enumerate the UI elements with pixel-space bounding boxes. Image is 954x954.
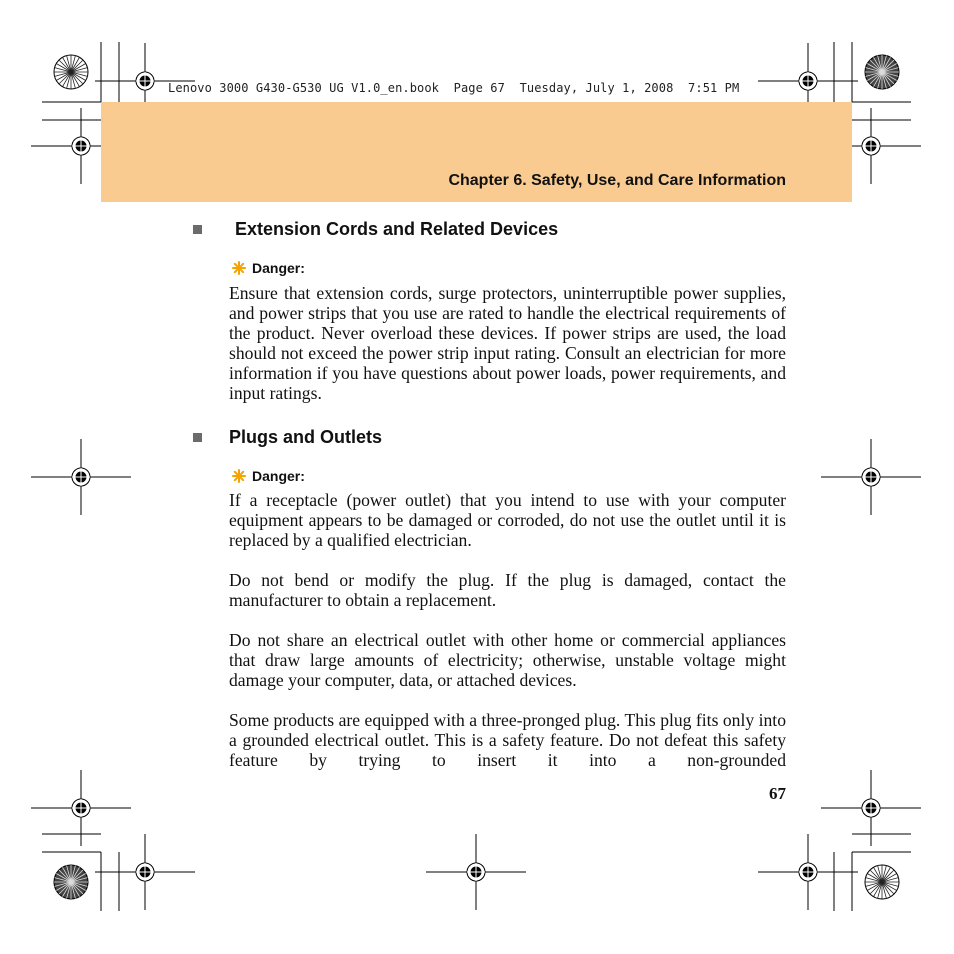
registration-crosshair-icon bbox=[31, 770, 131, 846]
registration-crosshair-icon bbox=[95, 834, 195, 910]
danger-notice bbox=[232, 468, 305, 484]
registration-crosshair-icon bbox=[821, 770, 921, 846]
section-bullet-icon bbox=[193, 433, 202, 442]
registration-crosshair-icon bbox=[758, 834, 858, 910]
paragraph-share-outlet: Do not share an electrical outlet with other home or commercial appliances that draw large amounts of electricity; otherwise, unstable voltage might damage your computer, data, or attached devices. bbox=[229, 630, 786, 690]
page-number: 67 bbox=[769, 784, 786, 803]
starburst-target-icon bbox=[54, 865, 88, 899]
section-heading-extension-cords: Extension Cords and Related Devices bbox=[235, 219, 559, 239]
registration-crosshair-icon bbox=[821, 439, 921, 515]
paragraph-modify-plug: Do not bend or modify the plug. If the plug is damaged, contact the manufacturer to obtain a replacement. bbox=[229, 570, 786, 610]
registration-crosshair-icon bbox=[426, 834, 526, 910]
paragraph-damaged-receptacle: If a receptacle (power outlet) that you intend to use with your computer equipment appears to be damaged or corroded, do not use the outlet until it is replaced by a qualified electrician. bbox=[229, 490, 786, 550]
section-bullet-icon bbox=[193, 225, 202, 234]
danger-label: Danger: bbox=[252, 260, 305, 276]
danger-notice bbox=[232, 260, 305, 276]
starburst-target-icon bbox=[865, 55, 899, 89]
danger-label: Danger: bbox=[252, 468, 305, 484]
registration-crosshair-icon bbox=[31, 439, 131, 515]
chapter-title: Chapter 6. Safety, Use, and Care Information bbox=[448, 172, 786, 189]
starburst-target-icon bbox=[54, 55, 88, 89]
paragraph-extension-cords: Ensure that extension cords, surge protectors, uninterruptible power supplies, and power strips that you use are rated to handle the electrical requirements of the product. Never overload these devices. If power strips are used, the load should not exceed the power strip input rating. Consult an electrician for more information if you have questions about power loads, power requirements, and input ratings. bbox=[229, 283, 786, 403]
section-heading-plugs-outlets: Plugs and Outlets bbox=[229, 427, 383, 447]
danger-icon bbox=[232, 469, 246, 483]
danger-icon bbox=[232, 261, 246, 275]
print-slug-line: Lenovo 3000 G430-G530 UG V1.0_en.book Page 67 Tuesday, July 1, 2008 7:51 PM bbox=[168, 81, 740, 95]
paragraph-three-pronged-plug: Some products are equipped with a three-pronged plug. This plug fits only into a grounded electrical outlet. This is a safety feature. Do not defeat this safety feature by trying to insert it into a non-grounded bbox=[229, 710, 786, 770]
starburst-target-icon bbox=[865, 865, 899, 899]
